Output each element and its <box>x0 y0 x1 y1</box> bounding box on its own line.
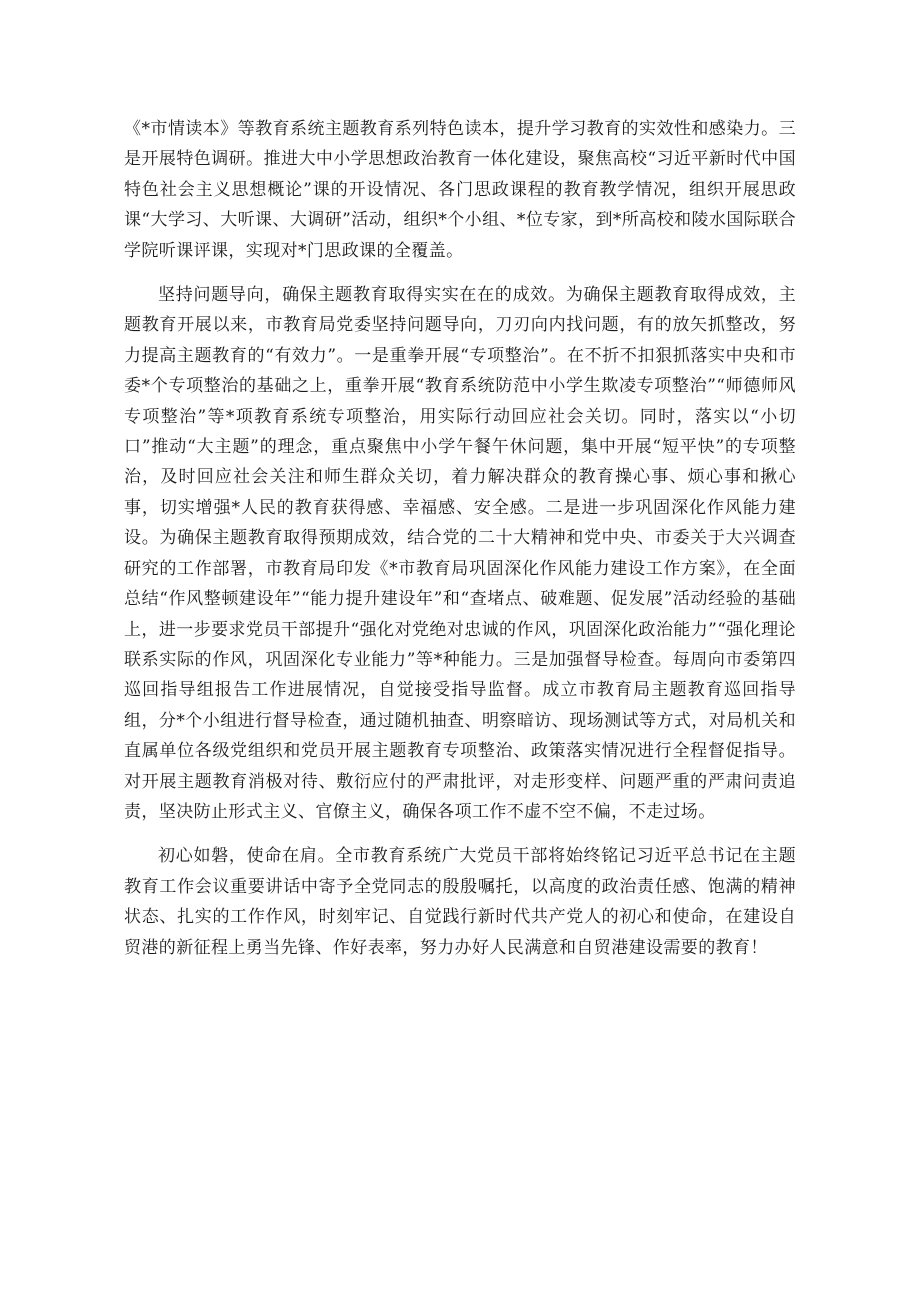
paragraph-continuation: 《*市情读本》等教育系统主题教育系列特色读本，提升学习教育的实效性和感染力。三是开展特色调研。推进大中小学思想政治教育一体化建设，聚焦高校“习近平新时代中国特色社会主义思想概论”课的开设情况、各门思政课程的教育教学情况，组织开展思政课“大学习、大听课、大调研”活动，组织*个小组、*位专家，到*所高校和陵水国际联合学院听课评课，实现对*门思政课的全覆盖。 <box>124 119 796 261</box>
paragraph-problem-orientation: 坚持问题导向，确保主题教育取得实实在在的成效。为确保主题教育取得成效，主题教育开展以来，市教育局党委坚持问题导向，刀刃向内找问题，有的放矢抓整改，努力提高主题教育的“有效力”。一是重拳开展“专项整治”。在不折不扣狠抓落实中央和市委*个专项整治的基础之上，重拳开展“教育系统防范中小学生欺凌专项整治”“师德师风专项整治”等*项教育系统专项整治，用实际行动回应社会关切。同时，落实以“小切口”推动“大主题”的理念，重点聚焦中小学午餐午休问题，集中开展“短平快”的专项整治，及时回应社会关注和师生群众关切，着力解决群众的教育操心事、烦心事和揪心事，切实增强*人民的教育获得感、幸福感、安全感。二是进一步巩固深化作风能力建设。为确保主题教育取得预期成效，结合党的二十大精神和党中央、市委关于大兴调查研究的工作部署，市教育局印发《*市教育局巩固深化作风能力建设工作方案》，在全面总结“作风整顿建设年”“能力提升建设年”和“查堵点、破难题、促发展”活动经验的基础上，进一步要求党员干部提升“强化对党绝对忠诚的作风，巩固深化政治能力”“强化理论联系实际的作风，巩固深化专业能力”等*种能力。三是加强督导检查。每周向市委第四巡回指导组报告工作进展情况，自觉接受指导监督。成立市教育局主题教育巡回指导组，分*个小组进行督导检查，通过随机抽查、明察暗访、现场测试等方式，对局机关和直属单位各级党组织和党员开展主题教育专项整治、政策落实情况进行全程督促指导。对开展主题教育消极对待、敷衍应付的严肃批评，对走形变样、问题严重的严肃问责追责，坚决防止形式主义、官僚主义，确保各项工作不虚不空不偏，不走过场。 <box>124 285 796 822</box>
paragraph-conclusion: 初心如磐，使命在肩。全市教育系统广大党员干部将始终铭记习近平总书记在主题教育工作会议重要讲话中寄予全党同志的殷殷嘱托，以高度的政治责任感、饱满的精神状态、扎实的工作作风，时刻牢记、自觉践行新时代共产党人的初心和使命，在建设自贸港的新征程上勇当先锋、作好表率，努力办好人民满意和自贸港建设需要的教育！ <box>124 846 796 958</box>
document-body <box>124 114 796 963</box>
